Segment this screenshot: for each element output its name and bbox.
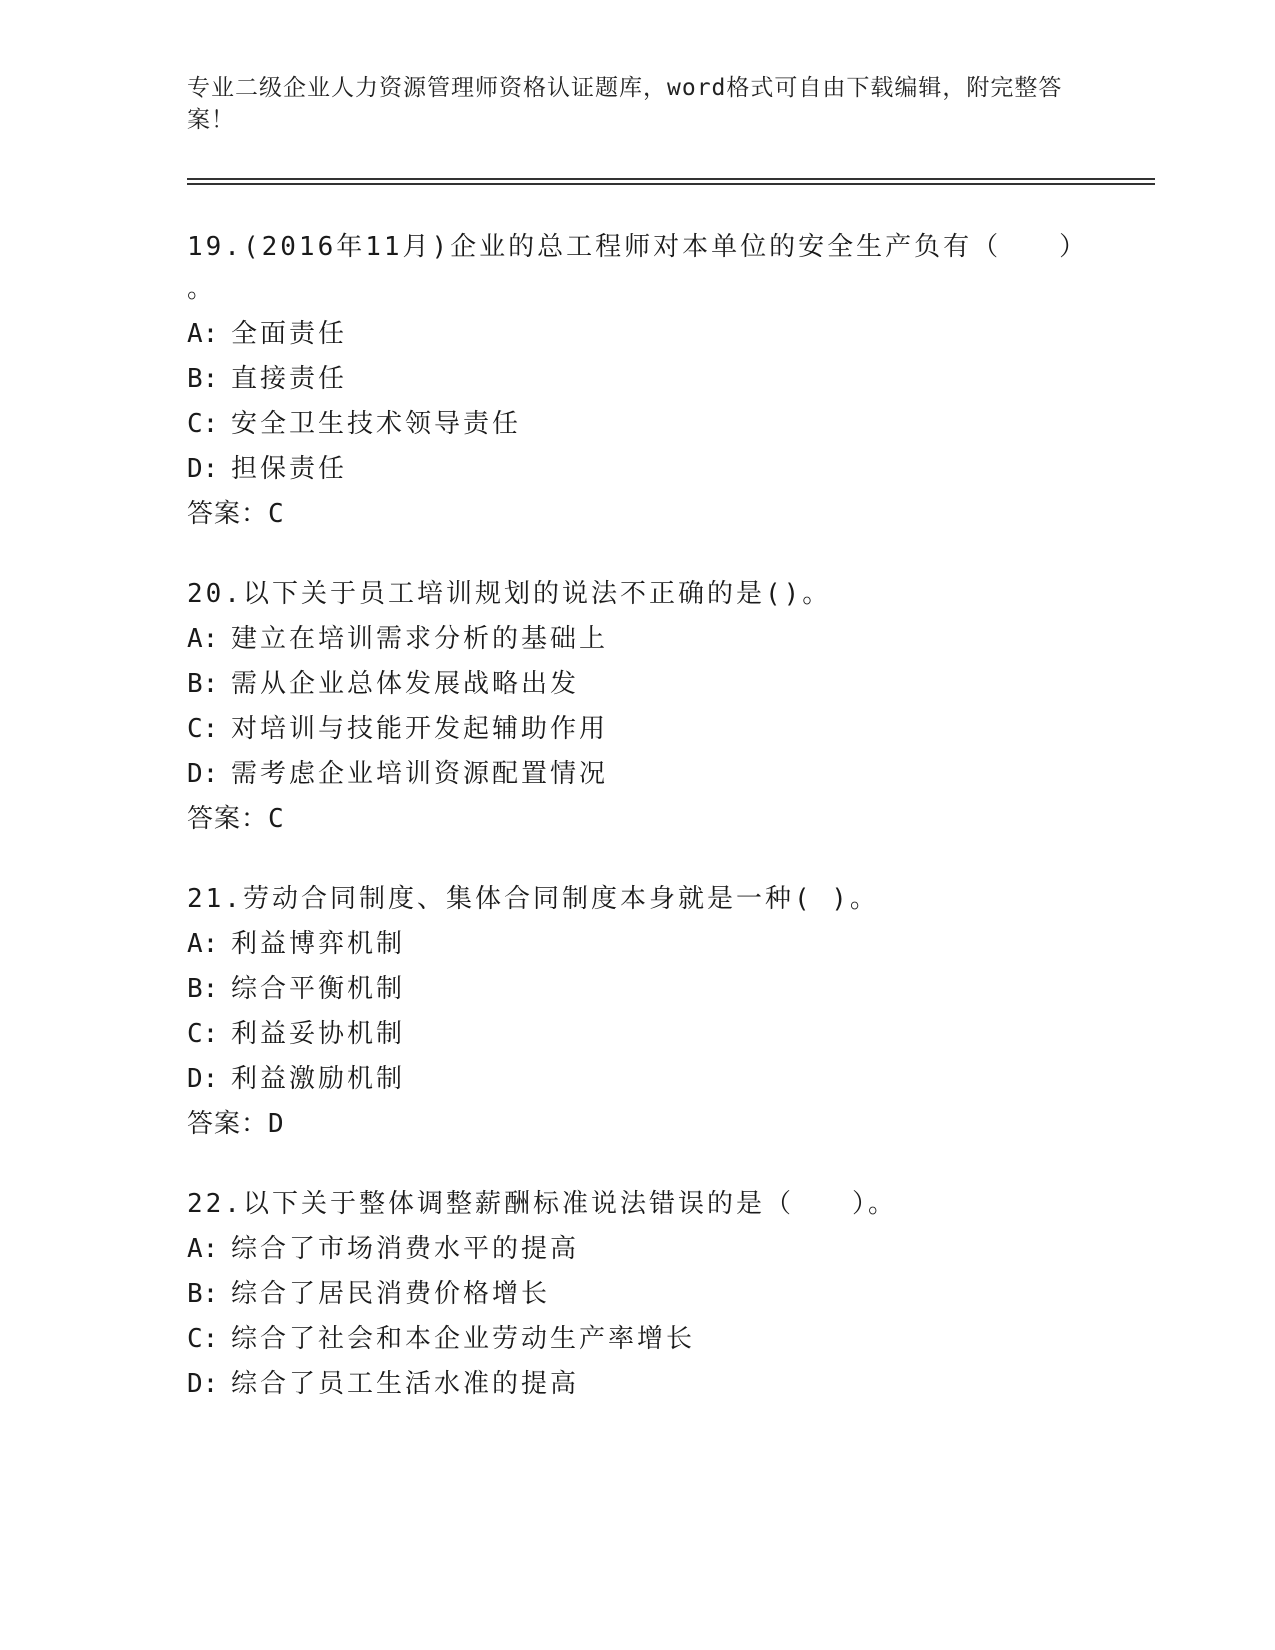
option-text: 安全卫生技术领导责任	[231, 409, 522, 439]
option-d	[187, 1367, 1087, 1401]
option-letter: A:	[187, 929, 219, 959]
option-c	[187, 1017, 1087, 1051]
option-text: 全面责任	[231, 319, 348, 349]
option-b	[187, 1277, 1087, 1311]
option-b	[187, 362, 1087, 396]
option-b	[187, 972, 1087, 1006]
option-c	[187, 407, 1087, 441]
option-letter: C:	[187, 1019, 219, 1049]
option-letter: D:	[187, 454, 219, 484]
option-text: 综合平衡机制	[231, 974, 406, 1004]
option-letter: C:	[187, 1324, 219, 1354]
question-20	[187, 577, 1087, 836]
option-text: 综合了市场消费水平的提高	[231, 1234, 580, 1264]
option-d	[187, 757, 1087, 791]
header-divider-top	[187, 178, 1155, 180]
option-letter: D:	[187, 1064, 219, 1094]
option-c	[187, 712, 1087, 746]
answer-label: 答案：	[187, 499, 269, 529]
question-stem-continuation: 。	[187, 274, 214, 304]
option-text: 利益博弈机制	[231, 929, 406, 959]
answer-label: 答案：	[187, 1109, 269, 1139]
answer-value: D	[268, 1109, 285, 1139]
option-text: 综合了居民消费价格增长	[231, 1279, 551, 1309]
answer-label: 答案：	[187, 804, 269, 834]
option-letter: B:	[187, 974, 219, 1004]
option-letter: D:	[187, 1369, 219, 1399]
option-text: 利益妥协机制	[231, 1019, 406, 1049]
question-stem: 19.(2016年11月)企业的总工程师对本单位的安全生产负有（ ）	[187, 232, 1089, 262]
option-text: 需从企业总体发展战略出发	[231, 669, 580, 699]
option-letter: C:	[187, 409, 219, 439]
option-letter: A:	[187, 1234, 219, 1264]
option-letter: C:	[187, 714, 219, 744]
option-b	[187, 667, 1087, 701]
option-letter: B:	[187, 669, 219, 699]
question-21	[187, 882, 1087, 1141]
option-letter: D:	[187, 759, 219, 789]
option-letter: B:	[187, 1279, 219, 1309]
question-stem: 21.劳动合同制度、集体合同制度本身就是一种( )。	[187, 884, 879, 914]
page-header-text: 专业二级企业人力资源管理师资格认证题库，word格式可自由下载编辑，附完整答案！	[187, 75, 1063, 133]
option-text: 综合了社会和本企业劳动生产率增长	[231, 1324, 696, 1354]
option-letter: A:	[187, 319, 219, 349]
answer-value: C	[268, 804, 285, 834]
option-text: 对培训与技能开发起辅助作用	[231, 714, 609, 744]
option-d	[187, 1062, 1087, 1096]
question-stem: 22.以下关于整体调整薪酬标准说法错误的是（ ）。	[187, 1189, 897, 1219]
question-stem: 20.以下关于员工培训规划的说法不正确的是()。	[187, 579, 832, 609]
option-text: 综合了员工生活水准的提高	[231, 1369, 580, 1399]
option-a	[187, 927, 1087, 961]
option-d	[187, 452, 1087, 486]
answer-line	[187, 497, 1087, 531]
option-text: 担保责任	[231, 454, 348, 484]
answer-line	[187, 1107, 1087, 1141]
option-a	[187, 1232, 1087, 1266]
answer-value: C	[268, 499, 285, 529]
header-divider-bottom	[187, 183, 1155, 185]
option-text: 建立在培训需求分析的基础上	[231, 624, 609, 654]
option-c	[187, 1322, 1087, 1356]
answer-line	[187, 802, 1087, 836]
option-text: 需考虑企业培训资源配置情况	[231, 759, 609, 789]
option-letter: A:	[187, 624, 219, 654]
question-22	[187, 1187, 1087, 1401]
option-a	[187, 317, 1087, 351]
option-letter: B:	[187, 364, 219, 394]
option-a	[187, 622, 1087, 656]
option-text: 利益激励机制	[231, 1064, 406, 1094]
option-text: 直接责任	[231, 364, 348, 394]
question-19	[187, 230, 1087, 531]
